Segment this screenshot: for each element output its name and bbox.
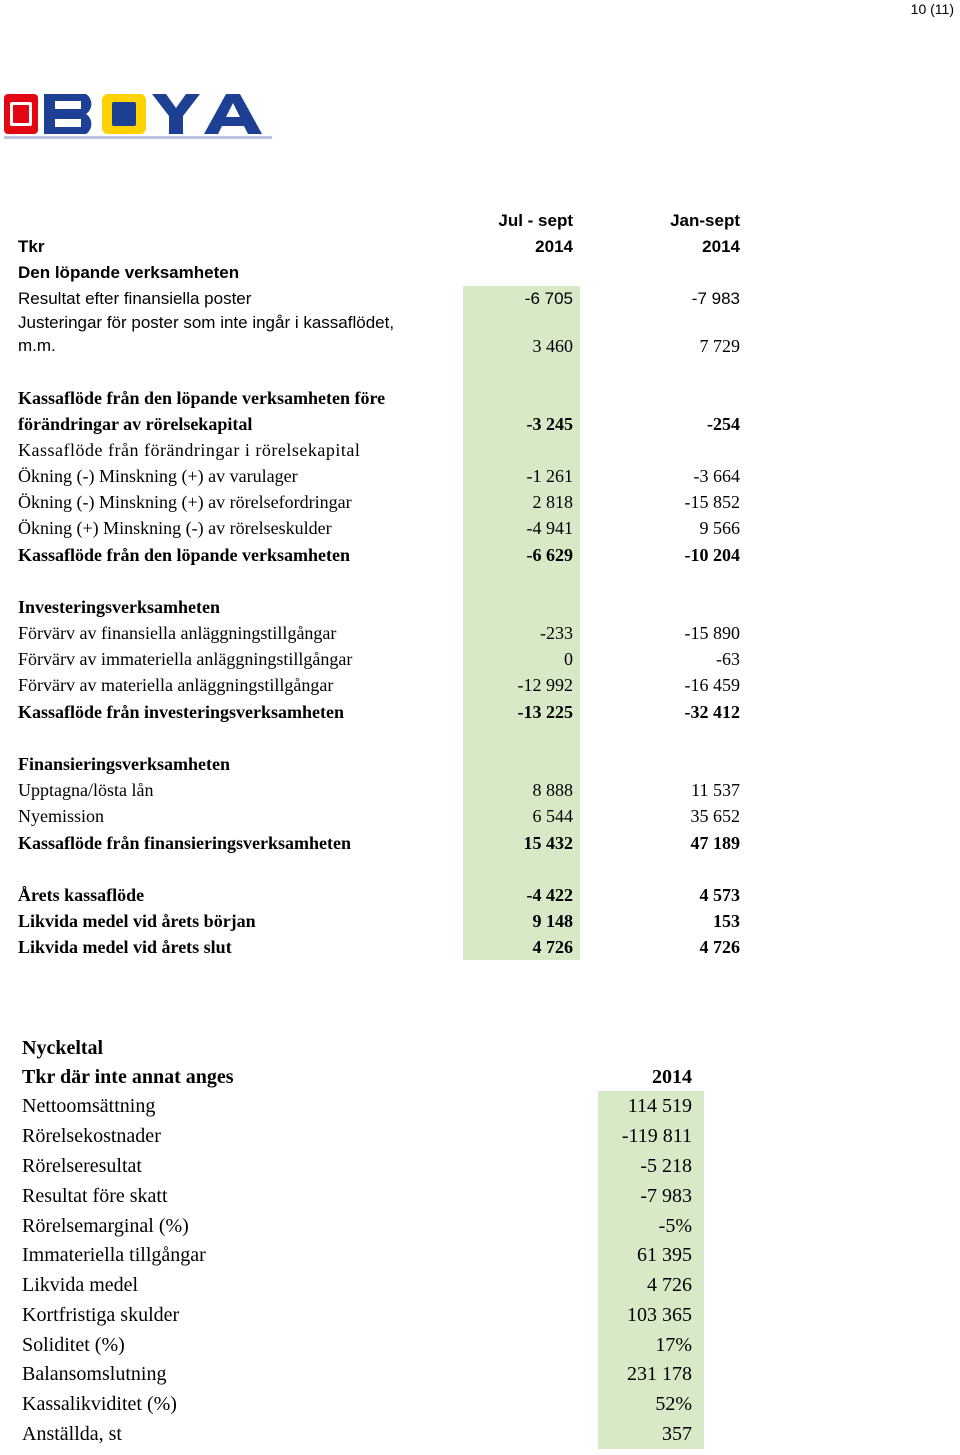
table-row: förändringar av rörelsekapital -3 245 -254: [18, 414, 740, 434]
subtotal-row: Kassaflöde från investeringsverksamheten -13 225 -32 412: [18, 702, 740, 722]
table-row: Förvärv av finansiella anläggningstillgångar -233 -15 890: [18, 623, 740, 643]
unit-label: Tkr: [18, 237, 45, 256]
logo-letter-a: [204, 94, 262, 134]
table-row: Upptagna/lösta lån 8 888 11 537: [18, 780, 740, 800]
total-row: Likvida medel vid årets början 9 148 153: [18, 911, 740, 931]
nyckeltal-row: Anställda, st 357: [22, 1423, 692, 1445]
col2-header: Jan-sept: [670, 211, 740, 230]
col2-year: 2014: [702, 237, 740, 256]
table-row: Ökning (+) Minskning (-) av rörelseskulder -4 941 9 566: [18, 518, 740, 538]
section-title-investering: Investeringsverksamheten: [18, 597, 220, 617]
oboya-logo: [4, 88, 274, 140]
subtotal-row: Kassaflöde från finansieringsverksamheten 15 432 47 189: [18, 833, 740, 853]
section-title-lopande: Den löpande verksamheten: [18, 263, 240, 282]
nyckeltal-row: Nettoomsättning 114 519: [22, 1095, 692, 1117]
nyckeltal-row: Rörelsemarginal (%) -5%: [22, 1215, 692, 1237]
nyckeltal-row: Rörelsekostnader -119 811: [22, 1125, 692, 1147]
column-header-row-1: [18, 208, 748, 234]
total-row: Årets kassaflöde -4 422 4 573: [18, 885, 740, 905]
table-row-label-line: Kassaflöde från den löpande verksamheten före: [18, 388, 386, 408]
page-number: 10 (11): [910, 1, 954, 17]
section-title-rorelsekapital: Kassaflöde från förändringar i rörelsekapital: [18, 440, 361, 460]
logo-letter-y: [152, 94, 200, 134]
nyckeltal-row: Kassalikviditet (%) 52%: [22, 1393, 692, 1415]
table-row: Nyemission 6 544 35 652: [18, 806, 740, 826]
col1-year: 2014: [535, 237, 573, 256]
table-row-label-line: Justeringar för poster som inte ingår i kassaflödet,: [18, 313, 395, 332]
nyckeltal-row: Balansomslutning 231 178: [22, 1363, 692, 1385]
table-row: Förvärv av immateriella anläggningstillgångar 0 -63: [18, 649, 740, 669]
nyckeltal-title: Nyckeltal: [22, 1037, 104, 1059]
nyckeltal-row: Soliditet (%) 17%: [22, 1334, 692, 1356]
table-row: Ökning (-) Minskning (+) av rörelsefordringar 2 818 -15 852: [18, 492, 740, 512]
nyckeltal-header: Tkr där inte annat anges 2014: [22, 1066, 692, 1088]
table-row: m.m. 3 460 7 729: [18, 336, 740, 356]
total-row: Likvida medel vid årets slut 4 726 4 726: [18, 937, 740, 957]
section-title-finansiering: Finansieringsverksamheten: [18, 754, 231, 774]
nyckeltal-row: Resultat före skatt -7 983: [22, 1185, 692, 1207]
table-row: Resultat efter finansiella poster -6 705 -7 983: [18, 289, 740, 308]
table-row: Ökning (-) Minskning (+) av varulager -1 261 -3 664: [18, 466, 740, 486]
nyckeltal-row: Likvida medel 4 726: [22, 1274, 692, 1296]
table-row: Förvärv av materiella anläggningstillgångar -12 992 -16 459: [18, 675, 740, 695]
nyckeltal-row: Kortfristiga skulder 103 365: [22, 1304, 692, 1326]
nyckeltal-row: Immateriella tillgångar 61 395: [22, 1244, 692, 1266]
nyckeltal-row: Rörelseresultat -5 218: [22, 1155, 692, 1177]
subtotal-row: Kassaflöde från den löpande verksamheten -6 629 -10 204: [18, 545, 740, 565]
column-header-row-2: [18, 234, 748, 260]
col1-header: Jul - sept: [498, 211, 573, 230]
logo-letter-b: [44, 94, 91, 134]
